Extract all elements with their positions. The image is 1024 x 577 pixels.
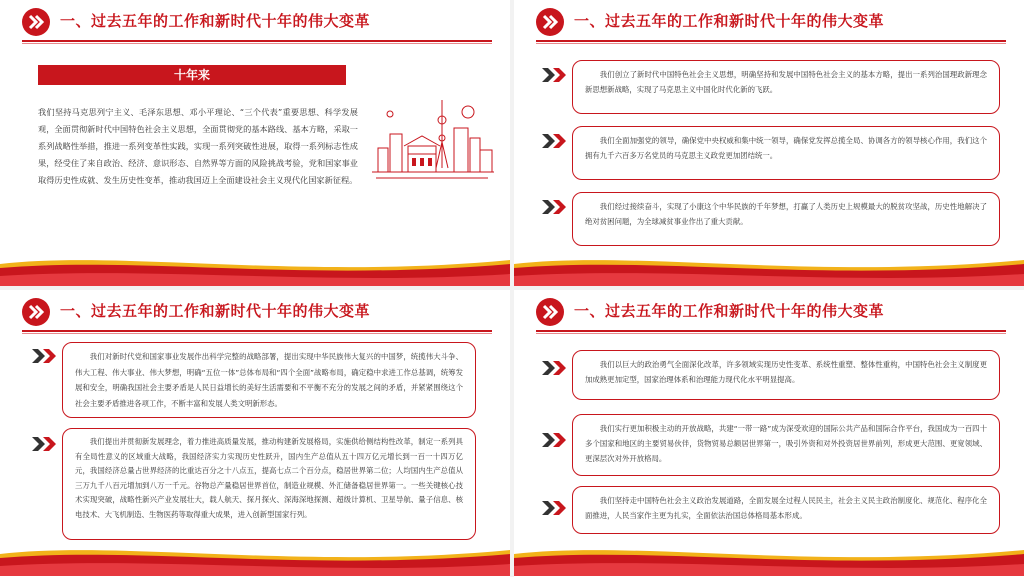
- header-underline-thin: [536, 43, 1006, 44]
- chevron-logo-icon: [22, 8, 50, 36]
- header-underline-thin: [22, 333, 492, 334]
- slide-title: 一、过去五年的工作和新时代十年的伟大变革: [60, 302, 371, 320]
- ribbon-wave: [0, 540, 510, 576]
- slide-panel-1[interactable]: [0, 0, 510, 286]
- slide-title: 一、过去五年的工作和新时代十年的伟大变革: [60, 12, 371, 30]
- double-chevron-icon: [542, 133, 568, 147]
- header-underline-thin: [536, 333, 1006, 334]
- chevron-logo-icon: [536, 298, 564, 326]
- slide-title: 一、过去五年的工作和新时代十年的伟大变革: [574, 302, 885, 320]
- double-chevron-icon: [542, 67, 568, 81]
- content-card: 我们全面加强党的领导，确保党中央权威和集中统一领导，确保党发挥总揽全局、协调各方的领导核心作用，我们这个拥有九千六百多万名党员的马克思主义政党更加团结统一。: [572, 126, 1000, 180]
- double-chevron-icon: [542, 360, 568, 374]
- slide-header: [536, 8, 1006, 36]
- double-chevron-icon: [542, 500, 568, 514]
- chevron-logo-icon: [536, 8, 564, 36]
- header-underline: [536, 330, 1006, 332]
- ribbon-wave: [514, 250, 1024, 286]
- chevron-logo-icon: [22, 298, 50, 326]
- content-card: 我们以巨大的政治勇气全面深化改革，许多领域实现历史性变革、系统性重塑、整体性重构，中国特色社会主义制度更加成熟更加定型，国家治理体系和治理能力现代化水平明显提高。: [572, 350, 1000, 400]
- content-card: 我们坚持走中国特色社会主义政治发展道路，全面发展全过程人民民主，社会主义民主政治制度化、规范化、程序化全面推进，人民当家作主更为扎实，全面依法治国总体格局基本形成。: [572, 486, 1000, 534]
- slide-header: [536, 298, 1006, 326]
- slide-panel-3[interactable]: [0, 290, 510, 576]
- header-underline: [22, 330, 492, 332]
- slide-header: [22, 298, 492, 326]
- slide-panel-4[interactable]: [514, 290, 1024, 576]
- header-underline: [22, 40, 492, 42]
- slide-header: [22, 8, 492, 36]
- body-paragraph: 我们坚持马克思列宁主义、毛泽东思想、邓小平理论、“三个代表”重要思想、科学发展观，全面贯彻新时代中国特色社会主义思想，全面贯彻党的基本路线、基本方略，采取一系列战略性举措，推进一系列变革性实践，实现一系列突破性进展，取得一系列标志性成果，经受住了来自政治、经济、意识形态、自然界等方面的风险挑战考验，党和国家事业取得历史性成就、发生历史性变革，推动我国迈上全面建设社会主义现代化国家新征程。: [38, 107, 358, 185]
- city-skyline-icon: [368, 98, 498, 190]
- header-underline-thin: [22, 43, 492, 44]
- banner-title: 十年来: [38, 65, 346, 85]
- double-chevron-icon: [542, 199, 568, 213]
- content-card: 我们对新时代党和国家事业发展作出科学完整的战略部署，提出实现中华民族伟大复兴的中国梦，统揽伟大斗争、伟大工程、伟大事业、伟大梦想，明确“五位一体”总体布局和“四个全面”战略布局，确定稳中求进工作总基调，统筹发展和安全，明确我国社会主要矛盾是人民日益增长的美好生活需要和不平衡不充分的发展之间的矛盾，并紧紧围绕这个社会主要矛盾推进各项工作，不断丰富和发展人类文明新形态。: [62, 342, 476, 418]
- ribbon-wave: [0, 250, 510, 286]
- header-underline: [536, 40, 1006, 42]
- content-card: 我们创立了新时代中国特色社会主义思想，明确坚持和发展中国特色社会主义的基本方略，提出一系列治国理政新理念新思想新战略，实现了马克思主义中国化时代化新的飞跃。: [572, 60, 1000, 114]
- double-chevron-icon: [32, 348, 58, 362]
- slide-panel-2[interactable]: [514, 0, 1024, 286]
- slide-title: 一、过去五年的工作和新时代十年的伟大变革: [574, 12, 885, 30]
- content-card: 我们实行更加积极主动的开放战略，共建“一带一路”成为深受欢迎的国际公共产品和国际合作平台，我国成为一百四十多个国家和地区的主要贸易伙伴，货物贸易总额居世界第一，吸引外资和对外投资居世界前列，形成更大范围、更宽领域、更深层次对外开放格局。: [572, 414, 1000, 476]
- ribbon-wave: [514, 540, 1024, 576]
- double-chevron-icon: [32, 436, 58, 450]
- content-card: 我们提出并贯彻新发展理念，着力推进高质量发展，推动构建新发展格局，实施供给侧结构性改革，制定一系列具有全局性意义的区域重大战略，我国经济实力实现历史性跃升，国内生产总值从五十四万亿元增长到一百一十四万亿元，我国经济总量占世界经济的比重达百分之十八点五，提高七点二个百分点，稳居世界第二位；人均国内生产总值从三万九千八百元增加到八万一千元。谷物总产量稳居世界首位，制造业规模、外汇储备稳居世界第一。一些关键核心技术实现突破，战略性新兴产业发展壮大，载人航天、探月探火、深海深地探测、超级计算机、卫星导航、量子信息、核电技术、大飞机制造、生物医药等取得重大成果，进入创新型国家行列。: [62, 428, 476, 540]
- double-chevron-icon: [542, 432, 568, 446]
- content-card: 我们经过接续奋斗，实现了小康这个中华民族的千年梦想，打赢了人类历史上规模最大的脱贫攻坚战，历史性地解决了绝对贫困问题，为全球减贫事业作出了重大贡献。: [572, 192, 1000, 246]
